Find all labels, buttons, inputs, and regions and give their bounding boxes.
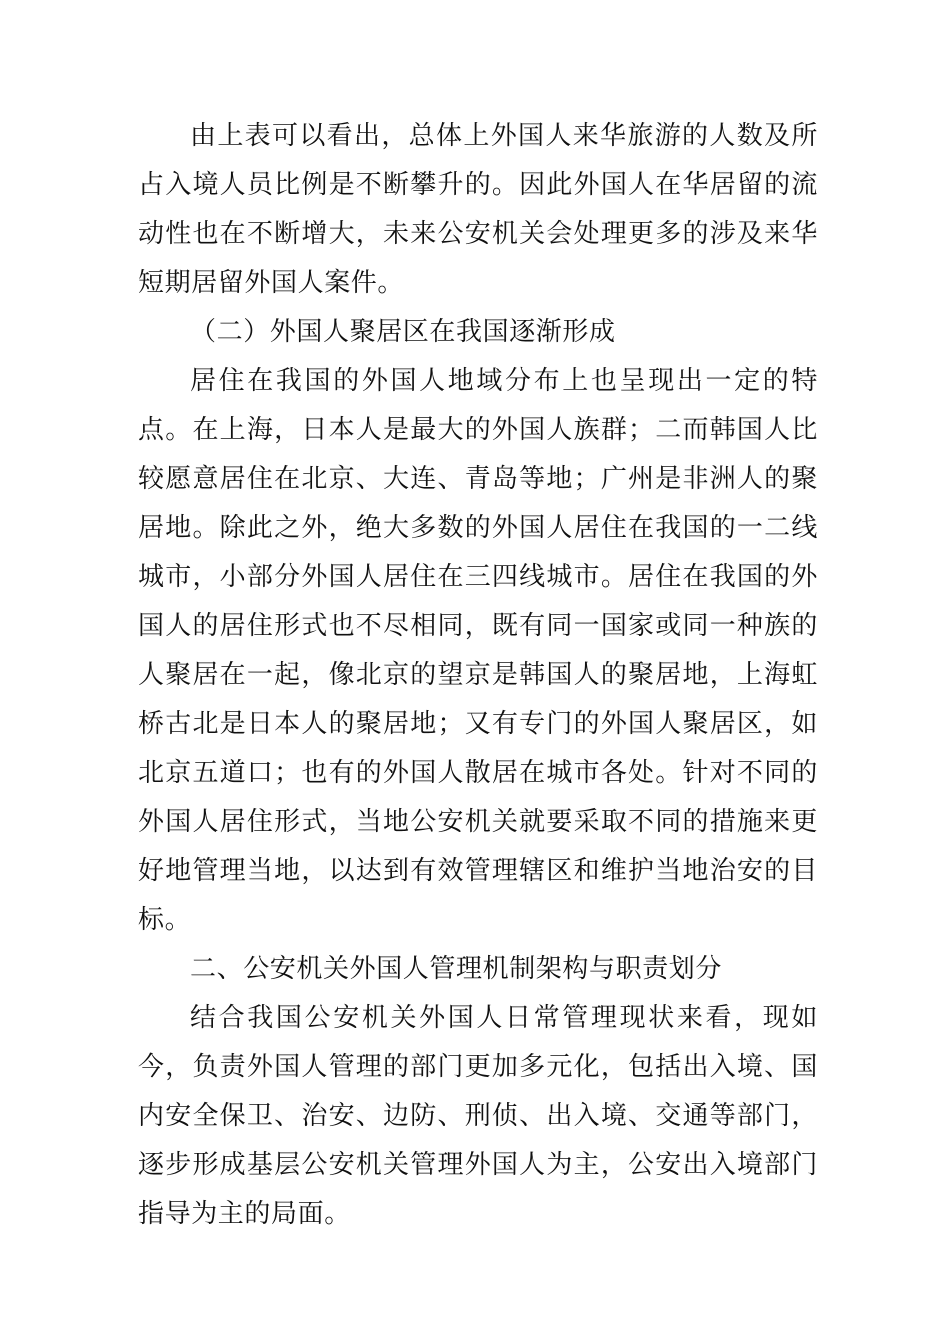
section-heading-foreigner-settlements: （二）外国人聚居区在我国逐渐形成 (190, 317, 616, 347)
paragraph-management-departments: 结合我国公安机关外国人日常管理现状来看，现如今，负责外国人管理的部门更加多元化，包括出入境、国内安全保卫、治安、边防、刑侦、出入境、交通等部门，逐步形成基层公安机关管理外国人为主，公安出入境部门指导为主的局面。 (138, 1003, 818, 1229)
document-body (138, 112, 818, 1239)
section-heading-management-structure: 二、公安机关外国人管理机制架构与职责划分 (190, 954, 723, 984)
paragraph-residence-distribution: 居住在我国的外国人地域分布上也呈现出一定的特点。在上海，日本人是最大的外国人族群；二而韩国人比较愿意居住在北京、大连、青岛等地；广州是非洲人的聚居地。除此之外，绝大多数的外国人居住在我国的一二线城市，小部分外国人居住在三四线城市。居住在我国的外国人的居住形式也不尽相同，既有同一国家或同一种族的人聚居在一起，像北京的望京是韩国人的聚居地，上海虹桥古北是日本人的聚居地；又有专门的外国人聚居区，如北京五道口；也有的外国人散居在城市各处。针对不同的外国人居住形式，当地公安机关就要采取不同的措施来更好地管理当地，以达到有效管理辖区和维护当地治安的目标。 (138, 366, 818, 935)
paragraph-tourism-trend: 由上表可以看出，总体上外国人来华旅游的人数及所占入境人员比例是不断攀升的。因此外国人在华居留的流动性也在不断增大，未来公安机关会处理更多的涉及来华短期居留外国人案件。 (138, 121, 818, 298)
